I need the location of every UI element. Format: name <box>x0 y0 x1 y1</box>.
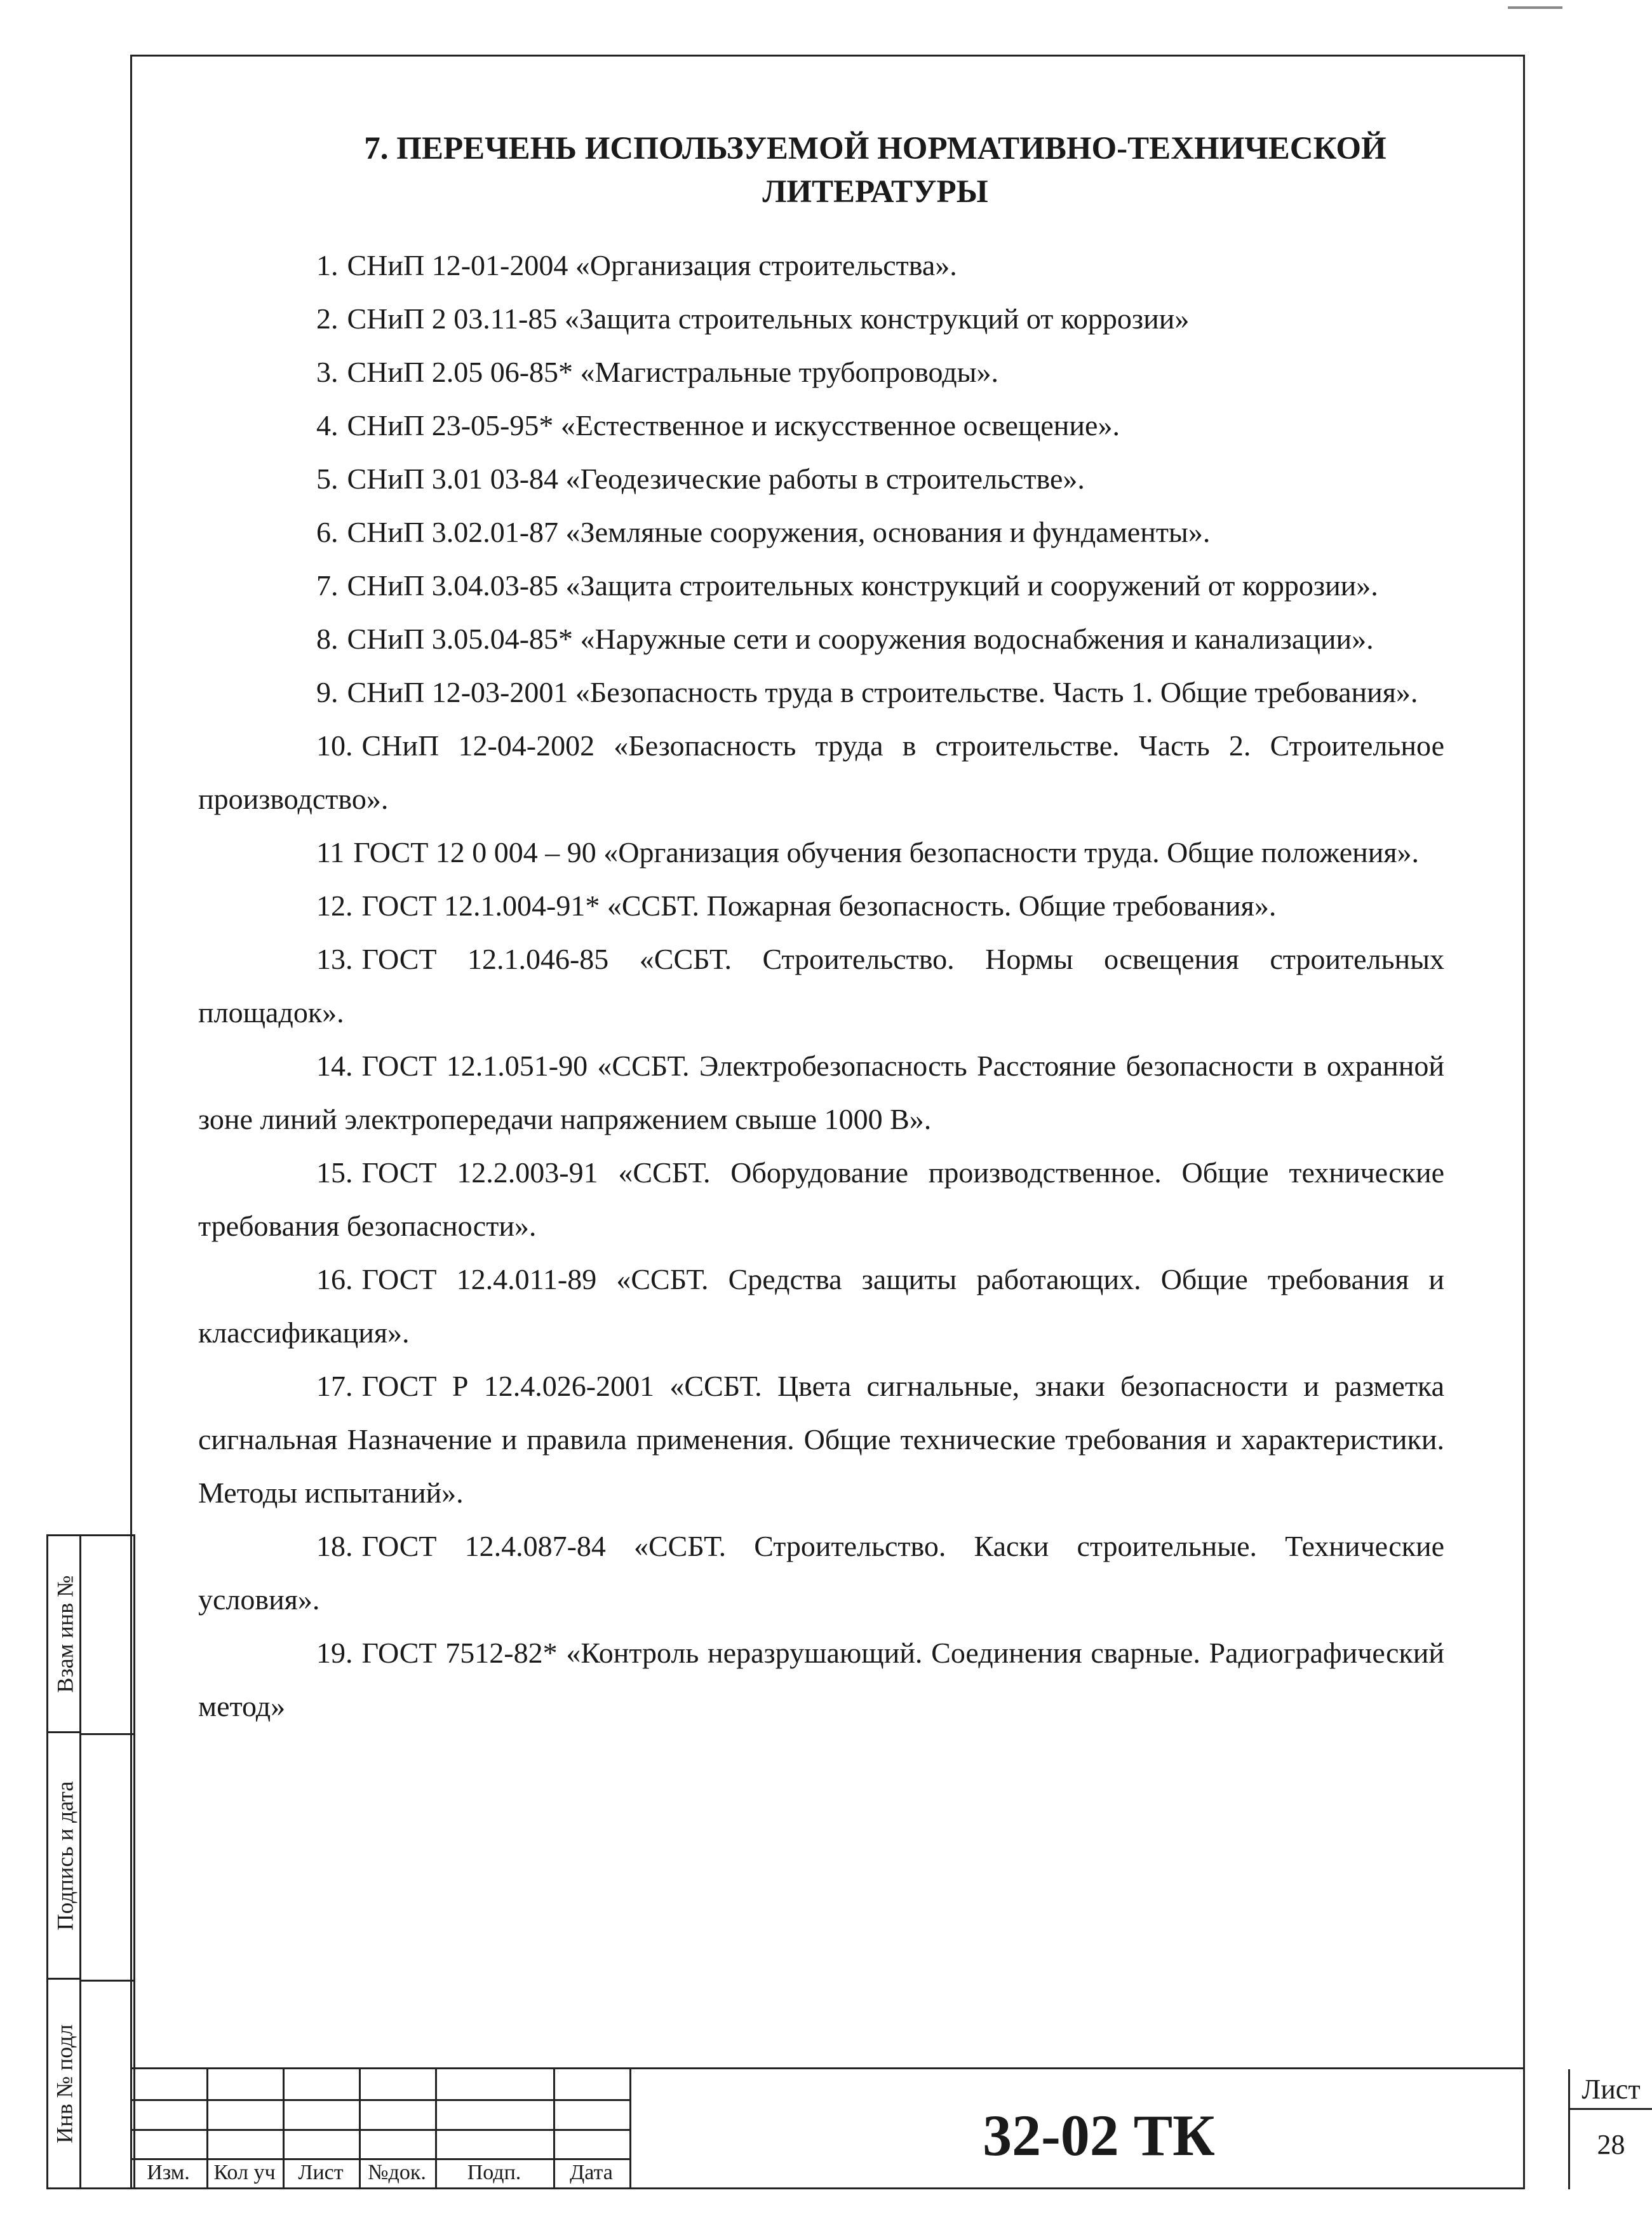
original-inv-label: Инв № подл <box>52 2024 77 2144</box>
column-label-count: Кол уч <box>213 2161 276 2184</box>
side-stamp <box>46 1534 135 2189</box>
reference-item: 18. ГОСТ 12.4.087-84 «ССБТ. Строительство. Каски строительные. Технические условия». <box>198 1530 1444 1616</box>
signature-date-cell <box>48 1733 81 1980</box>
reference-item: 5. СНиП 3.01 03-84 «Геодезические работы в строительстве». <box>316 463 1085 495</box>
reference-item: 1. СНиП 12-01-2004 «Организация строительства». <box>316 249 957 281</box>
reference-item: 11 ГОСТ 12 0 004 – 90 «Организация обучения безопасности труда. Общие положения». <box>316 836 1420 868</box>
reference-item: 3. СНиП 2.05 06-85* «Магистральные трубопроводы». <box>316 356 998 388</box>
reference-item: 13. ГОСТ 12.1.046-85 «ССБТ. Строительство. Нормы освещения строительных площадок». <box>198 943 1444 1029</box>
side-stamp-divider <box>81 1733 135 1735</box>
reference-item: 7. СНиП 3.04.03-85 «Защита строительных конструкций и сооружений от коррозии». <box>316 569 1378 602</box>
column-label-date: Дата <box>570 2161 613 2184</box>
document-code: 32-02 ТК <box>983 2102 1215 2168</box>
reference-item: 9. СНиП 12-03-2001 «Безопасность труда в строительстве. Часть 1. Общие требования». <box>316 676 1418 708</box>
reference-item: 12. ГОСТ 12.1.004-91* «ССБТ. Пожарная безопасность. Общие требования». <box>316 889 1277 922</box>
sheet-box <box>1568 2069 1652 2189</box>
reference-item: 17. ГОСТ Р 12.4.026-2001 «ССБТ. Цвета сигнальные, знаки безопасности и разметка сигнальная Назначение и правила применения. Общие технические требования и характеристики. Методы испытаний». <box>198 1370 1444 1509</box>
grid-line <box>130 2099 629 2101</box>
reference-item: 19. ГОСТ 7512-82* «Контроль неразрушающий. Соединения сварные. Радиографический метод» <box>198 1637 1444 1722</box>
column-label-signature: Подп. <box>467 2161 521 2184</box>
section-heading-line1: 7. ПЕРЕЧЕНЬ ИСПОЛЬЗУЕМОЙ НОРМАТИВНО-ТЕХНИЧЕСКОЙ <box>364 131 1387 166</box>
reference-item: 14. ГОСТ 12.1.051-90 «ССБТ. Электробезопасность Расстояние безопасности в охранной зоне линий электропередачи напряжением свыше 1000 В». <box>198 1050 1444 1135</box>
column-label-sheet: Лист <box>298 2161 344 2184</box>
sheet-label: Лист <box>1570 2069 1652 2110</box>
side-stamp-labels <box>48 1536 81 2187</box>
interchange-cell <box>48 1536 81 1733</box>
column-label-doc-number: №док. <box>368 2161 426 2184</box>
side-stamp-divider <box>81 1980 135 1982</box>
title-block <box>130 2067 1641 2189</box>
sheet-number: 28 <box>1597 2129 1625 2160</box>
reference-item: 2. СНиП 2 03.11-85 «Защита строительных конструкций от коррозии» <box>316 302 1190 335</box>
signature-date-label: Подпись и дата <box>52 1781 78 1930</box>
reference-item: 16. ГОСТ 12.4.011-89 «ССБТ. Средства защиты работающих. Общие требования и классификация». <box>198 1263 1444 1349</box>
scan-corner-mark <box>1508 6 1562 9</box>
reference-list <box>198 239 1444 1733</box>
interchange-label: Взам инв № <box>52 1575 77 1693</box>
section-heading-line2: ЛИТЕРАТУРЫ <box>762 174 988 210</box>
section-heading <box>130 127 1525 213</box>
revision-grid <box>130 2069 629 2189</box>
reference-item: 4. СНиП 23-05-95* «Естественное и искусственное освещение». <box>316 409 1120 442</box>
reference-item: 15. ГОСТ 12.2.003-91 «ССБТ. Оборудование производственное. Общие технические требования безопасности». <box>198 1156 1444 1242</box>
original-inv-cell <box>48 1980 81 2187</box>
column-label-change: Изм. <box>147 2161 190 2184</box>
reference-item: 6. СНиП 3.02.01-87 «Земляные сооружения, основания и фундаменты». <box>316 516 1211 548</box>
grid-line <box>130 2129 629 2131</box>
reference-item: 10. СНиП 12-04-2002 «Безопасность труда в строительстве. Часть 2. Строительное производство». <box>198 729 1444 815</box>
reference-item: 8. СНиП 3.05.04-85* «Наружные сети и сооружения водоснабжения и канализации». <box>316 623 1374 655</box>
